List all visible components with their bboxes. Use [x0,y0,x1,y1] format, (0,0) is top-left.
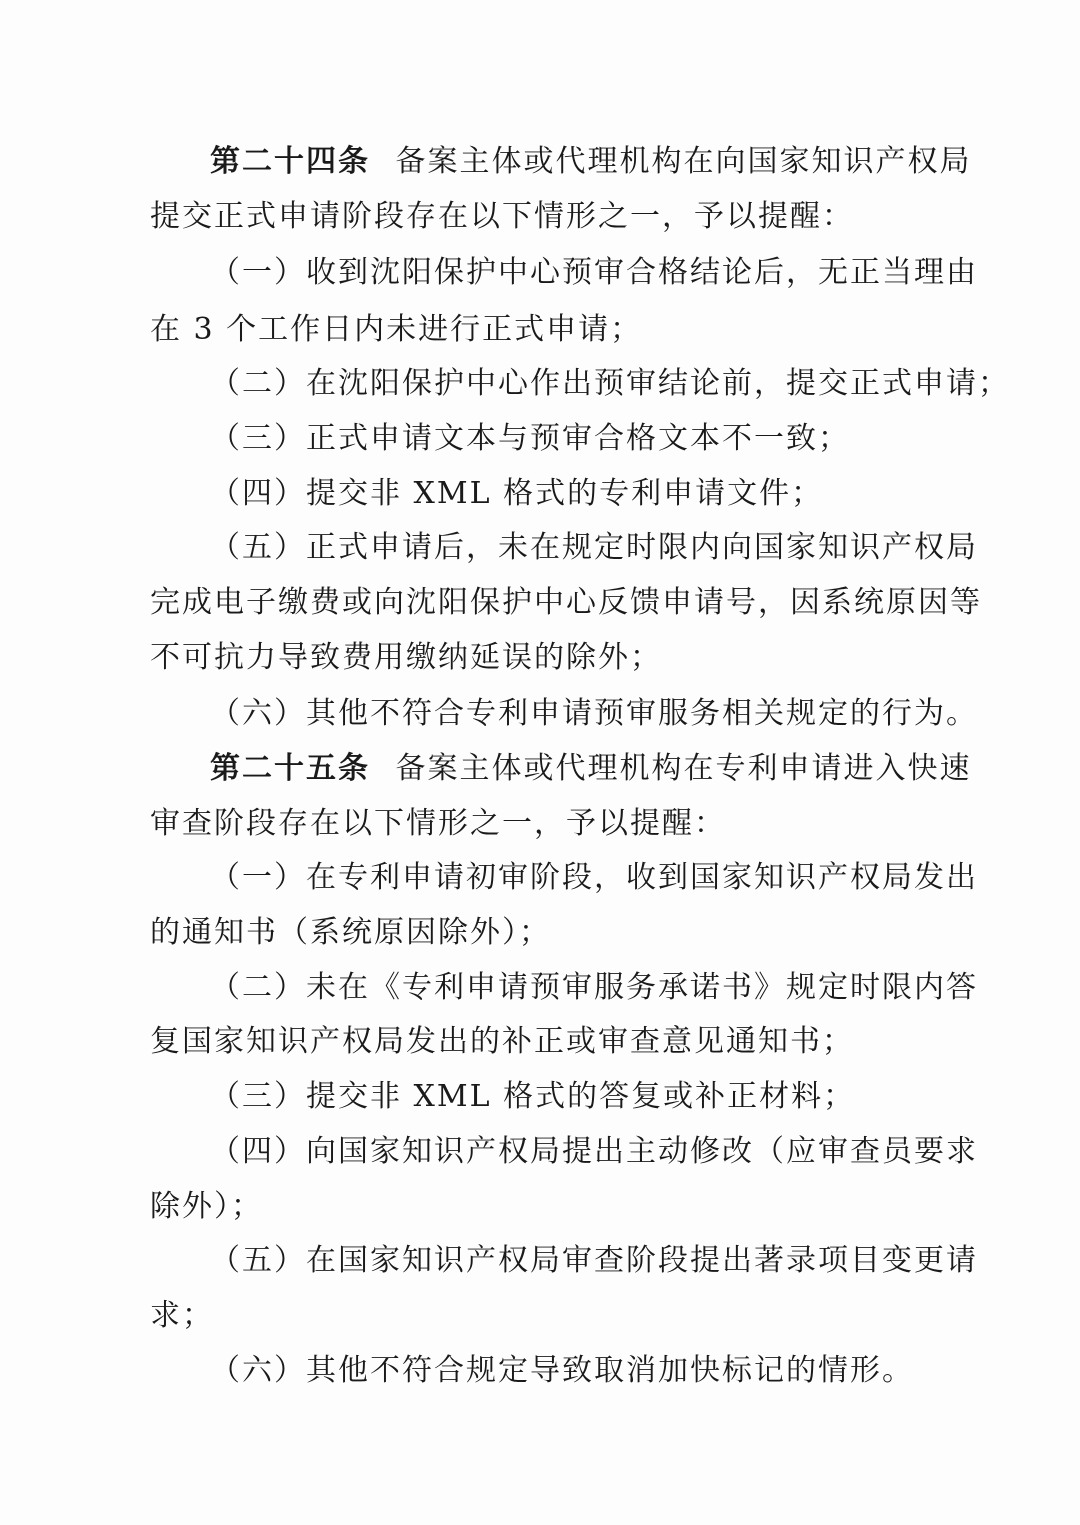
article-24-item-5-cont-1: 完成电子缴费或向沈阳保护中心反馈申请号，因系统原因等 [150,585,982,620]
article-25-item-4-cont: 除外）； [150,1189,263,1224]
article-24-item-6: （六）其他不符合专利申请预审服务相关规定的行为。 [210,696,978,731]
article-24-item-5-cont-2: 不可抗力导致费用缴纳延误的除外； [150,640,662,675]
article-25-first-line [210,749,972,789]
article-25-item-6: （六）其他不符合规定导致取消加快标记的情形。 [210,1353,914,1388]
article-25-intro-1: 备案主体或代理机构在专利申请进入快速 [395,751,972,786]
article-24-intro-1: 备案主体或代理机构在向国家知识产权局 [395,144,972,179]
article-25-item-2: （二）未在《专利申请预审服务承诺书》规定时限内答 [210,970,978,1005]
article-24-intro-2: 提交正式申请阶段存在以下情形之一，予以提醒： [150,199,854,234]
article-25-item-5-cont: 求； [150,1298,214,1333]
article-24-item-1-cont: 在 3 个工作日内未进行正式申请； [150,312,643,347]
article-25-item-5: （五）在国家知识产权局审查阶段提出著录项目变更请 [210,1243,978,1278]
article-24-item-2: （二）在沈阳保护中心作出预审结论前，提交正式申请； [210,366,1010,401]
article-25-item-3: （三）提交非 XML 格式的答复或补正材料； [210,1079,856,1114]
article-24-heading: 第二十四条 [210,144,370,179]
article-25-item-4: （四）向国家知识产权局提出主动修改（应审查员要求 [210,1134,978,1169]
article-25-intro-2: 审查阶段存在以下情形之一，予以提醒： [150,806,726,841]
article-24-first-line [210,142,972,182]
article-24-item-3: （三）正式申请文本与预审合格文本不一致； [210,421,850,456]
article-25-item-1-cont: 的通知书（系统原因除外）； [150,915,551,950]
article-25-heading: 第二十五条 [210,751,370,786]
article-25-item-2-cont: 复国家知识产权局发出的补正或审查意见通知书； [150,1024,854,1059]
article-24-item-1: （一）收到沈阳保护中心预审合格结论后，无正当理由 [210,255,978,290]
article-24-item-5: （五）正式申请后，未在规定时限内向国家知识产权局 [210,530,978,565]
article-24-item-4: （四）提交非 XML 格式的专利申请文件； [210,476,824,511]
article-25-item-1: （一）在专利申请初审阶段，收到国家知识产权局发出 [210,860,978,895]
